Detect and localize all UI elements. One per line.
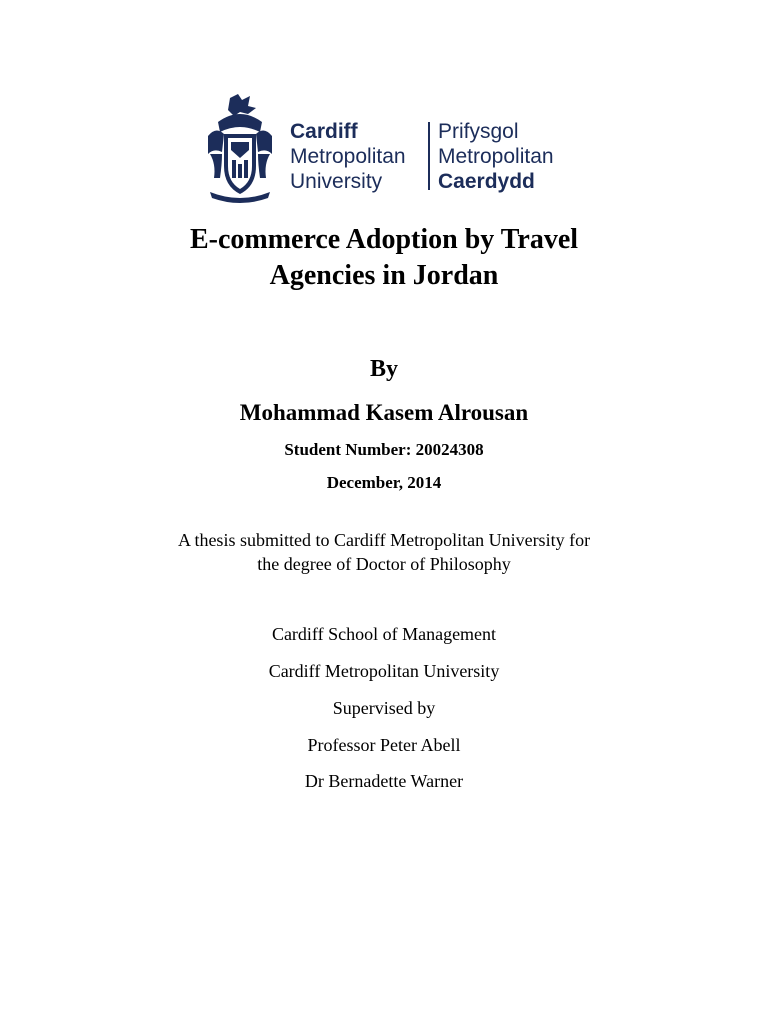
thesis-statement-line: A thesis submitted to Cardiff Metropolitan University for xyxy=(177,530,591,550)
university-crest-icon xyxy=(204,92,276,204)
thesis-title-line: E-commerce Adoption by Travel xyxy=(189,224,579,255)
logo-welsh-line: Caerdydd xyxy=(438,170,535,193)
student-number: Student Number: 20024308 xyxy=(284,440,484,459)
by-label: By xyxy=(369,356,398,382)
logo-english-line: Metropolitan xyxy=(290,145,406,168)
logo-welsh-line: Prifysgol xyxy=(438,120,519,143)
university-name: Cardiff Metropolitan University xyxy=(268,661,500,681)
thesis-statement xyxy=(0,528,768,576)
thesis-statement-line: the degree of Doctor of Philosophy xyxy=(257,554,511,574)
author-name: Mohammad Kasem Alrousan xyxy=(239,400,529,425)
supervisor-name: Professor Peter Abell xyxy=(307,735,461,755)
logo-divider xyxy=(428,122,430,190)
supervisor-name: Dr Bernadette Warner xyxy=(304,771,464,791)
supervised-by-label: Supervised by xyxy=(332,698,436,718)
thesis-title-line: Agencies in Jordan xyxy=(269,260,499,291)
school-name: Cardiff School of Management xyxy=(271,624,497,644)
thesis-title xyxy=(0,222,768,294)
logo-welsh-name xyxy=(438,119,554,194)
submission-date: December, 2014 xyxy=(326,473,442,492)
logo-english-line: Cardiff xyxy=(290,120,358,143)
university-logo xyxy=(204,92,564,204)
logo-english-line: University xyxy=(290,170,383,193)
logo-english-name xyxy=(290,119,406,194)
logo-welsh-line: Metropolitan xyxy=(438,145,554,168)
